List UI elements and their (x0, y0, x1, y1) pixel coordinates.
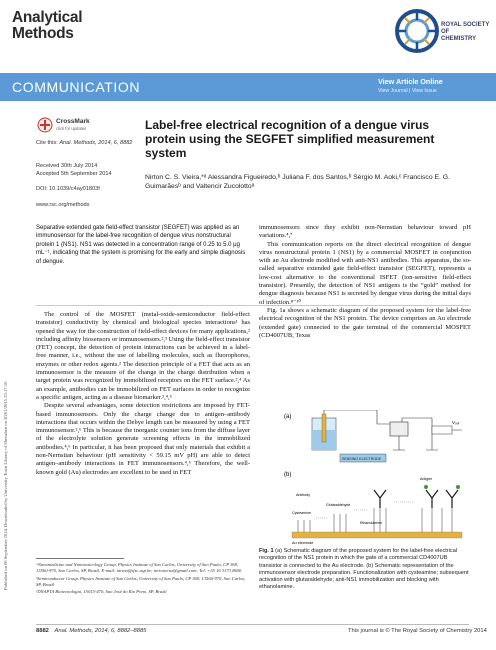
figure-caption-label: Fig. 1 (259, 548, 274, 554)
svg-text:Antibody: Antibody (296, 493, 310, 497)
paragraph: immunosensors since they exhibit non-Nernstian behaviour toward pH variations.⁴,⁷ (259, 224, 471, 240)
doi[interactable]: DOI: 10.1039/c4ay01803f (36, 186, 100, 192)
crossmark-sub: click for updates (56, 126, 87, 131)
svg-text:SENSING ELECTRODE: SENSING ELECTRODE (342, 457, 382, 461)
svg-text:Glutaraldehyde: Glutaraldehyde (326, 503, 351, 507)
dates (36, 162, 112, 178)
footer-citation: Anal. Methods, 2014, 6, 8882–8885 (54, 628, 147, 634)
footnote: ᵇSemiconductor Group, Physics Institute of Sao Carlos, University of Sao Paulo, CP 369, 13560-970, Sao Carlos, SP, Brazil (36, 575, 246, 587)
body-column-left (36, 311, 250, 477)
svg-text:Au electrode: Au electrode (292, 541, 314, 545)
au-surface (292, 532, 462, 538)
figure-label-b: (b) (284, 472, 292, 478)
received-date: Received 30th July 2014 (36, 163, 98, 169)
journal-name-line2: Methods (12, 25, 74, 42)
svg-text:Cysteamine: Cysteamine (292, 511, 311, 515)
footnote-rule (36, 558, 124, 559)
view-journal-issue-link[interactable]: View Journal | View Issue (378, 88, 437, 94)
footer-rule (36, 624, 469, 625)
footnote: ᵃNanomedicine and Nanotoxicology Group, Physics Institute of Sao Carlos, University of Sao Paulo, CP 369, 13560-970, Sao Carlos, SP, Brazil. E-mail: nirton@ifsc.usp.br; nirtoncruz@gmail.com; Tel: +55 16 3373 8656 (36, 562, 242, 574)
electrode (322, 414, 326, 442)
download-sidebar: Published on 08 September 2014. Downloaded by University Town Library of Shenzhen on 30/01/2015 23:17:10. (3, 380, 8, 590)
page-number: 8882 (36, 628, 49, 634)
paragraph: The control of the MOSFET (metal-oxide-semiconductor field-effect transistor) conductivity by chemical and biological species interactions¹ has opened the way for the construction of field-effect devices for many applications,² including affinity biosensors or immunosensors.²,³ Using the field-effect transistor (FET) concept, the detection of protein interactions can be achieved in a label-free manner, i.e., without the use of labelling molecules, such as fluorophores, enzymes or other redox agents.² The detection principle of a FET that acts as an immunosensor is the measure of the change in the charge distribution when a target protein was recognized by immobilized receptors on the FET surface.²,⁴ As an example, antibodies can be immobilized on FET surfaces in order to recognize a specific antigen, acting as a disease biomarker.²,⁴,⁵ (36, 311, 250, 401)
figure-caption (259, 548, 471, 592)
authors: Nirton C. S. Vieira,*ᵃ Alessandra Figueiredo,ᵇ Juliana F. dos Santos,ᵇ Sérgio M. Aoki,ᶜ Francisco E. G. Guimarãesᵇ and Valtencir Zucolottoᵃ (145, 174, 450, 191)
svg-text:Vₒᵤₜ: Vₒᵤₜ (452, 420, 460, 425)
abstract: Separative extended gate field-effect transistor (SEGFET) was applied as an immunosensor for the label-free recognition of dengue virus nonstructural protein 1 (NS1). NS1 was detected in a concentration range of 0.25 to 5.0 μg mL⁻¹, indicating that the system is promising for the early and simple diagnosis of dengue. (36, 225, 246, 265)
journal-url[interactable]: www.rsc.org/methods (36, 202, 90, 208)
citation: Cite this: Anal. Methods, 2014, 6, 8882 (36, 140, 133, 146)
page-footer-left (36, 628, 146, 634)
crossmark-badge[interactable] (37, 117, 99, 134)
paragraph: Despite several advantages, some detection restrictions are imposed by FET-based immunosensors. Only the charge change due to antigen–antibody interactions that occurs within the Debye length can be measured by using a FET immunosensor.²,⁶ This is because the inorganic counter ions from the diffuse layer of the electrolyte solution generate screening effects in the immobilized antibodies.⁴,⁶ In particular, it has been proposed that only materials that exhibit a non-Nernstian behaviour (pH sensitivity < 59.15 mV pH) are able to detect antigen–antibody interactions in FET immunosensors.⁴,⁶ Therefore, the well-known gold (Au) electrodes are excellent to be used in FET (36, 402, 250, 476)
crossmark-icon (37, 117, 53, 133)
figure-label-a: (a) (284, 414, 292, 420)
body-column-right (259, 224, 471, 340)
journal-name (12, 10, 82, 42)
journal-name-line1: Analytical (12, 9, 83, 26)
rsc-wordmark: ROYAL SOCIETY OF CHEMISTRY (441, 22, 490, 42)
figure-caption-text: (a) Schematic diagram of the proposed system for the label-free electrical recognition of the NS1 protein in which the gate of a commercial CD4007UB transistor is connected to the Au electrode. (b) Schematic representation of the immunosensor electrode preparation. Functionalization with cysteamine; subsequent activation with glutaraldehyde; anti-NS1 immobilization and blocking with ethanolamine. (259, 548, 469, 591)
section-title: COMMUNICATION (12, 79, 141, 95)
crossmark-label: CrossMark (56, 118, 90, 125)
page-footer-right: This journal is © The Royal Society of Chemistry 2014 (348, 628, 487, 634)
view-article-online-link[interactable]: View Article Online (378, 77, 443, 86)
article-title: Label-free electrical recognition of a dengue virus protein using the SEGFET simplified measurement system (145, 118, 435, 160)
paragraph: This communication reports on the direct electrical recognition of dengue virus nonstructural protein 1 (NS1) by a commercial MOSFET in conjunction with an Au electrode modified with anti-NS1 antibodies. This apparatus, the so-called separative extended gate field-effect transistor (SEGFET), represents a low-cost alternative to the conventional ISFET (ion-sensitive field-effect transistor). Presently, the detection of NS1 antigens is the “gold” method for dengue diagnosis because NS1 is secreted by dengue virus during the initial days of infection.⁸⁻¹⁰ (259, 240, 471, 306)
footnote: ᶜDNAPTA Biotecnologia, 15015-470, Sao José do Rio Preto, SP, Brazil (36, 589, 167, 595)
accepted-date: Accepted 5th September 2014 (36, 171, 112, 177)
svg-text:Ethanolamine: Ethanolamine (360, 521, 382, 525)
antigen-markers (424, 485, 460, 489)
transistor (390, 422, 408, 436)
affiliation-footnotes (36, 562, 250, 597)
figure-1 (282, 410, 472, 545)
svg-text:Antigen: Antigen (420, 477, 433, 481)
paragraph: Fig. 1a shows a schematic diagram of the proposed system for the label-free electrical recognition of the NS1 protein. The device comprises an Au electrode (extended gate) connected to the gate terminal of the commercial MOSFET (CD4007UB, Texas (259, 306, 471, 339)
